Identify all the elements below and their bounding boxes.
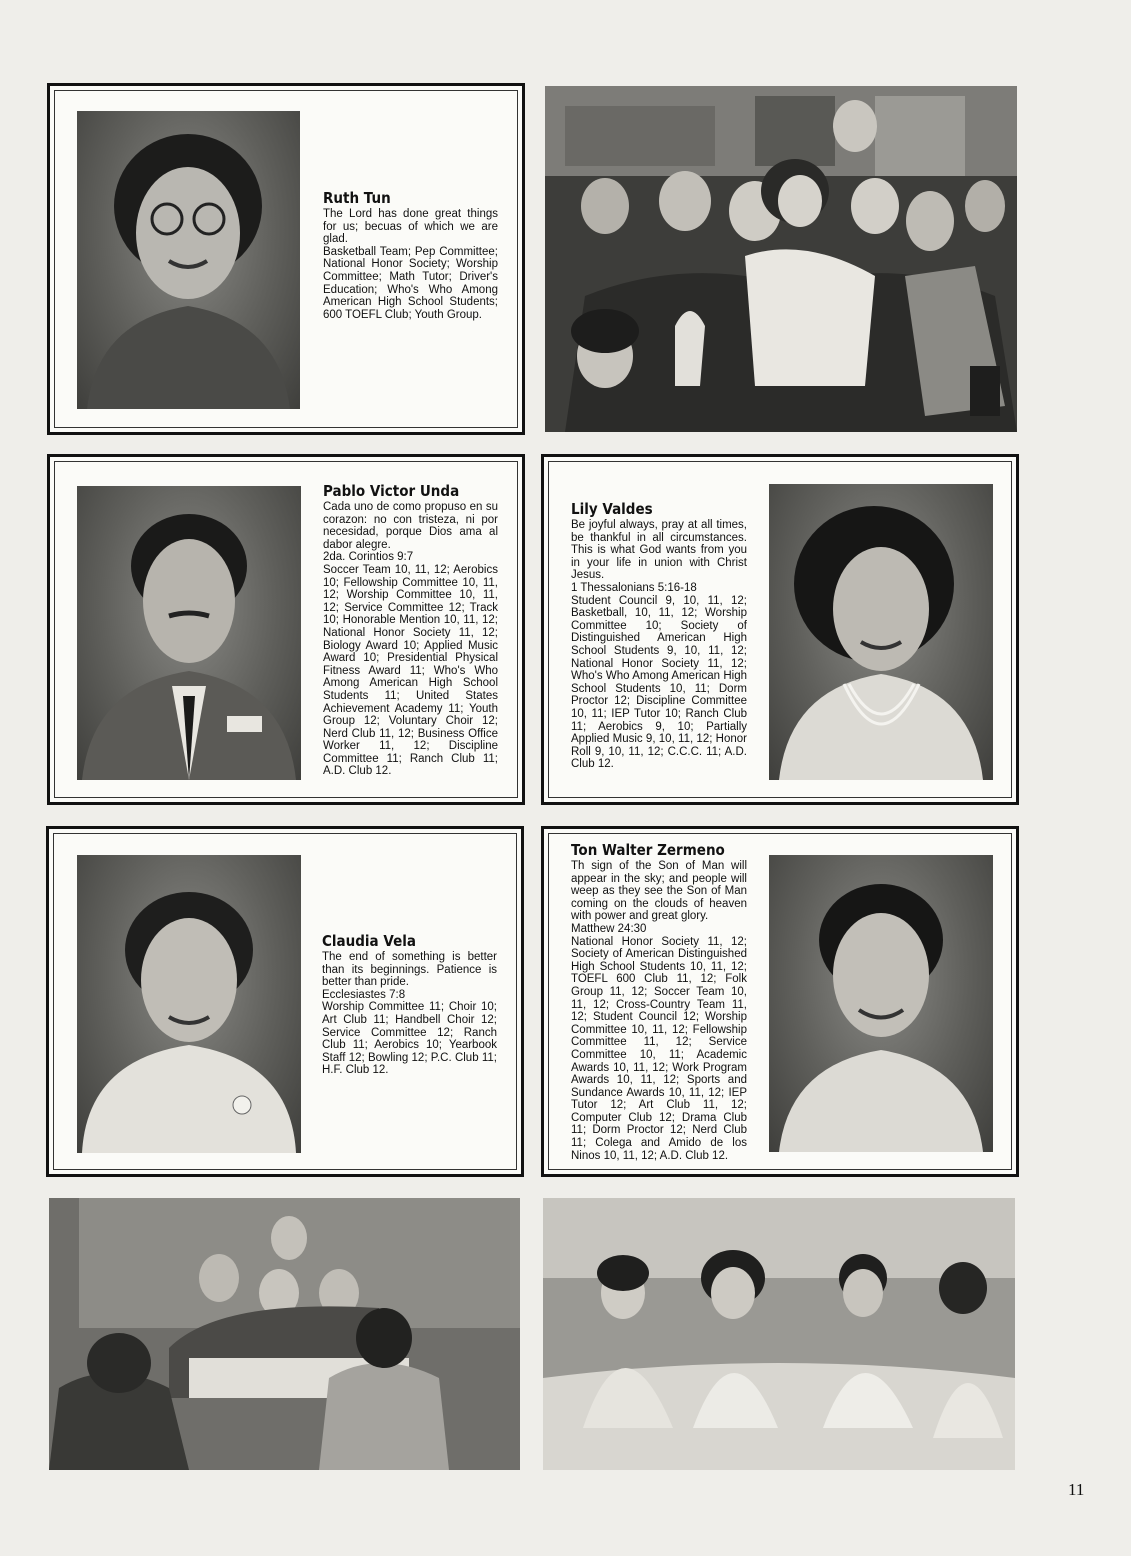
student-name: Claudia Vela — [322, 932, 416, 950]
student-card-ruth-tun — [47, 83, 525, 435]
student-citation: 2da. Corintios 9:7 — [323, 551, 414, 564]
student-quote: The Lord has done great things for us; becuas of which we are glad. — [323, 208, 498, 246]
group-photo-hallway — [545, 86, 1017, 432]
student-activities: Basketball Team; Pep Committee; National Honor Society; Worship Committee; Math Tutor; Driver's Education; Who's Who Among American High School Students; 600 TOEFL Club; Youth Group. — [323, 245, 498, 321]
portrait-photo — [769, 855, 993, 1152]
student-activities: Worship Committee 11; Choir 10; Art Club 11; Handbell Choir 12; Service Committee 12; Ranch Club 11; Aerobics 10; Yearbook Staff 12; Bowling 12; P.C. Club 11; H.F. Club 12. — [322, 1001, 497, 1077]
student-card-claudia-vela — [46, 826, 524, 1177]
group-photo-study-table — [49, 1198, 520, 1470]
student-name: Lily Valdes — [571, 500, 653, 518]
portrait-photo — [77, 486, 301, 780]
student-citation: 1 Thessalonians 5:16-18 — [571, 581, 697, 594]
student-quote: Th sign of the Son of Man will appear in the sky; and people will weep as they see the Son of Man coming on the clouds of heaven with power and great glory. — [571, 860, 747, 923]
student-card-lily-valdes — [541, 454, 1019, 805]
student-activities: Student Council 9, 10, 11, 12; Basketball, 10, 11, 12; Worship Committee 10; Society of Distinguished American High School Students 9, 10, 11, 12; National Honor Society 11, 12; Who's Who Among American High School Students 10, 11; Dorm Proctor 12; Discipline Committee 10, 11; IEP Tutor 10; Ranch Club 11; Aerobics 9, 10; Partially Applied Music 9, 10, 11, 12; Honor Roll 9, 10, 11, 12; C.C.C. 11; A.D. Club 12. — [571, 594, 747, 771]
student-card-ton-walter-zermeno — [541, 826, 1019, 1177]
student-quote: The end of something is better than its beginnings. Patience is better than pride. — [322, 951, 497, 989]
student-quote: Cada uno de como propuso en su corazon: no con tristeza, ni por necesidad, porque Dios ama al dabor alegre. — [323, 501, 498, 551]
student-activities: Soccer Team 10, 11, 12; Aerobics 10; Fellowship Committee 10, 11, 12; Worship Committee 10, 11, 12; Service Committee 12; Track 10; Honorable Mention 10, 11, 12; National Honor Society 11, 12; Biology Award 10; Applied Music Award 10; Presidential Physical Fitness Award 11; Who's Who Among American High School Students 11; United States Achievement Academy 11; Youth Group 12; Voluntary Choir 12; Nerd Club 11, 12; Business Office Worker 11, 12; Discipline Committee 11; Ranch Club 11; A.D. Club 12. — [323, 563, 498, 778]
group-photo-gym-floor — [543, 1198, 1015, 1470]
student-bio — [322, 933, 497, 1077]
student-bio — [571, 501, 747, 771]
student-citation: Matthew 24:30 — [571, 922, 647, 935]
student-bio — [323, 483, 498, 778]
page-number: 11 — [1068, 1480, 1085, 1499]
portrait-photo — [77, 111, 300, 409]
student-activities: National Honor Society 11, 12; Society of American Distinguished High School Students 10, 11, 12; TOEFL 600 Club 11, 12; Folk Group 11, 12; Soccer Team 10, 11, 12; Cross-Country Team 11, 12; Student Council 12; Worship Committee 10, 11, 12; Fellowship Committee 11, 12; Service Committee 10, 11; Academic Awards 10, 11, 12; Work Program Awards 10, 11, 12; Sports and Sundance Awards 10, 11, 12; IEP Tutor 12; Art Club 11, 12; Computer Club 12; Drama Club 11; Dorm Proctor 12; Nerd Club 11; Colega and Amido de los Ninos 10, 11, 12; A.D. Club 12. — [571, 935, 747, 1162]
portrait-photo — [769, 484, 993, 780]
student-quote: Be joyful always, pray at all times, be thankful in all circumstances. This is what God wants from you in your life in union with Christ Jesus. — [571, 519, 747, 582]
portrait-photo — [77, 855, 301, 1153]
student-name: Pablo Victor Unda — [323, 482, 460, 500]
student-name: Ton Walter Zermeno — [571, 841, 725, 859]
student-name: Ruth Tun — [323, 189, 391, 207]
student-bio — [571, 842, 747, 1162]
student-card-pablo-victor-unda — [47, 454, 525, 805]
student-bio — [323, 190, 498, 321]
student-citation: Ecclesiastes 7:8 — [322, 988, 406, 1001]
